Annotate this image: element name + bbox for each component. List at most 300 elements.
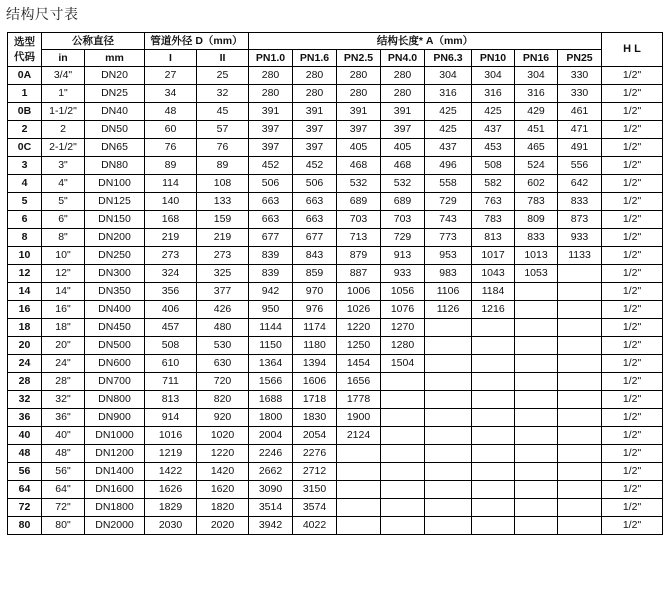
cell-pn160 — [515, 319, 558, 337]
cell-pn10: 2004 — [249, 427, 293, 445]
cell-code: 16 — [8, 301, 42, 319]
cell-pn25 — [337, 445, 381, 463]
cell-pn16: 663 — [293, 193, 337, 211]
cell-pn40 — [381, 517, 425, 535]
cell-pn40: 468 — [381, 157, 425, 175]
table-row — [8, 157, 663, 175]
table-row — [8, 103, 663, 121]
cell-pn160: 524 — [515, 157, 558, 175]
cell-nominal-in: 64" — [42, 481, 85, 499]
cell-code: 4 — [8, 175, 42, 193]
cell-pn160 — [515, 409, 558, 427]
cell-pn25: 405 — [337, 139, 381, 157]
cell-od-ii: 1020 — [197, 427, 249, 445]
cell-od-i: 1422 — [145, 463, 197, 481]
cell-pn63: 558 — [425, 175, 472, 193]
cell-pn40: 280 — [381, 67, 425, 85]
cell-hl: 1/2" — [602, 463, 663, 481]
cell-code: 48 — [8, 445, 42, 463]
cell-pn40: 689 — [381, 193, 425, 211]
cell-hl: 1/2" — [602, 355, 663, 373]
cell-pn250 — [558, 499, 602, 517]
cell-pn100 — [472, 517, 515, 535]
cell-pn16: 663 — [293, 211, 337, 229]
cell-pn160 — [515, 337, 558, 355]
cell-od-i: 406 — [145, 301, 197, 319]
cell-pn100: 425 — [472, 103, 515, 121]
cell-pn250 — [558, 301, 602, 319]
cell-pn10: 1566 — [249, 373, 293, 391]
cell-hl: 1/2" — [602, 499, 663, 517]
cell-od-ii: 630 — [197, 355, 249, 373]
cell-code: 3 — [8, 157, 42, 175]
cell-pn160: 1053 — [515, 265, 558, 283]
table-row — [8, 301, 663, 319]
cell-pn16: 506 — [293, 175, 337, 193]
cell-code: 40 — [8, 427, 42, 445]
cell-pn16: 859 — [293, 265, 337, 283]
cell-pn100: 1216 — [472, 301, 515, 319]
cell-nominal-mm: DN50 — [85, 121, 145, 139]
cell-pn250: 933 — [558, 229, 602, 247]
header-nominal-in: in — [42, 50, 85, 67]
cell-pn250: 330 — [558, 67, 602, 85]
cell-od-i: 1626 — [145, 481, 197, 499]
cell-pn100 — [472, 355, 515, 373]
table-row — [8, 427, 663, 445]
cell-pn16: 1830 — [293, 409, 337, 427]
cell-od-i: 1016 — [145, 427, 197, 445]
cell-od-i: 1219 — [145, 445, 197, 463]
cell-nominal-mm: DN2000 — [85, 517, 145, 535]
cell-nominal-mm: DN40 — [85, 103, 145, 121]
cell-pn16: 391 — [293, 103, 337, 121]
cell-pn250 — [558, 391, 602, 409]
cell-pn160: 465 — [515, 139, 558, 157]
cell-pn16: 3574 — [293, 499, 337, 517]
header-nominal: 公称直径 — [42, 33, 145, 50]
cell-hl: 1/2" — [602, 175, 663, 193]
cell-pn250 — [558, 409, 602, 427]
cell-pn250: 833 — [558, 193, 602, 211]
table-row — [8, 355, 663, 373]
cell-pn63 — [425, 409, 472, 427]
cell-od-ii: 377 — [197, 283, 249, 301]
cell-pn100: 763 — [472, 193, 515, 211]
cell-pn25: 532 — [337, 175, 381, 193]
header-nominal-mm: mm — [85, 50, 145, 67]
cell-nominal-mm: DN900 — [85, 409, 145, 427]
cell-hl: 1/2" — [602, 193, 663, 211]
cell-pn40: 1280 — [381, 337, 425, 355]
cell-pn25: 1220 — [337, 319, 381, 337]
table-row — [8, 445, 663, 463]
cell-hl: 1/2" — [602, 445, 663, 463]
cell-code: 32 — [8, 391, 42, 409]
cell-code: 72 — [8, 499, 42, 517]
cell-nominal-in: 2 — [42, 121, 85, 139]
cell-pn250 — [558, 463, 602, 481]
cell-pn16: 1180 — [293, 337, 337, 355]
cell-od-i: 140 — [145, 193, 197, 211]
cell-nominal-mm: DN100 — [85, 175, 145, 193]
cell-hl: 1/2" — [602, 337, 663, 355]
header-pn: PN25 — [558, 50, 602, 67]
cell-pn25 — [337, 463, 381, 481]
cell-od-ii: 25 — [197, 67, 249, 85]
header-pn: PN4.0 — [381, 50, 425, 67]
cell-hl: 1/2" — [602, 229, 663, 247]
cell-pn160 — [515, 499, 558, 517]
cell-od-i: 168 — [145, 211, 197, 229]
cell-pn63: 496 — [425, 157, 472, 175]
cell-pn160: 451 — [515, 121, 558, 139]
cell-pn63 — [425, 517, 472, 535]
cell-pn100 — [472, 427, 515, 445]
cell-pn10: 280 — [249, 85, 293, 103]
cell-od-ii: 530 — [197, 337, 249, 355]
cell-pn25 — [337, 517, 381, 535]
cell-pn160: 1013 — [515, 247, 558, 265]
table-row — [8, 85, 663, 103]
cell-pn16: 397 — [293, 121, 337, 139]
cell-code: 80 — [8, 517, 42, 535]
cell-pn250: 556 — [558, 157, 602, 175]
cell-pn100: 1043 — [472, 265, 515, 283]
cell-pn40 — [381, 391, 425, 409]
table-row — [8, 373, 663, 391]
table-row — [8, 481, 663, 499]
cell-pn10: 2246 — [249, 445, 293, 463]
cell-od-ii: 133 — [197, 193, 249, 211]
cell-pn40: 1056 — [381, 283, 425, 301]
cell-pn63: 316 — [425, 85, 472, 103]
cell-pn10: 1364 — [249, 355, 293, 373]
cell-nominal-in: 4" — [42, 175, 85, 193]
cell-code: 8 — [8, 229, 42, 247]
cell-pn160 — [515, 373, 558, 391]
header-hl: H L — [602, 33, 663, 67]
cell-pn100 — [472, 391, 515, 409]
cell-pn100: 1017 — [472, 247, 515, 265]
cell-od-ii: 920 — [197, 409, 249, 427]
table-row — [8, 193, 663, 211]
cell-nominal-mm: DN250 — [85, 247, 145, 265]
cell-nominal-in: 10" — [42, 247, 85, 265]
cell-pn25: 280 — [337, 67, 381, 85]
cell-hl: 1/2" — [602, 409, 663, 427]
cell-nominal-in: 8" — [42, 229, 85, 247]
cell-pn25: 468 — [337, 157, 381, 175]
header-pipe-ii: II — [197, 50, 249, 67]
cell-pn16: 1606 — [293, 373, 337, 391]
cell-code: 0B — [8, 103, 42, 121]
cell-hl: 1/2" — [602, 121, 663, 139]
cell-od-ii: 219 — [197, 229, 249, 247]
header-pn: PN16 — [515, 50, 558, 67]
cell-pn25: 1026 — [337, 301, 381, 319]
cell-nominal-mm: DN80 — [85, 157, 145, 175]
cell-od-i: 356 — [145, 283, 197, 301]
cell-pn100 — [472, 499, 515, 517]
cell-nominal-mm: DN400 — [85, 301, 145, 319]
cell-hl: 1/2" — [602, 427, 663, 445]
table-row — [8, 265, 663, 283]
cell-od-i: 34 — [145, 85, 197, 103]
cell-code: 20 — [8, 337, 42, 355]
cell-pn40: 405 — [381, 139, 425, 157]
cell-pn25: 879 — [337, 247, 381, 265]
header-pipe-i: I — [145, 50, 197, 67]
cell-od-ii: 2020 — [197, 517, 249, 535]
cell-pn10: 1144 — [249, 319, 293, 337]
cell-hl: 1/2" — [602, 247, 663, 265]
cell-nominal-in: 3" — [42, 157, 85, 175]
cell-pn250 — [558, 373, 602, 391]
cell-pn25: 391 — [337, 103, 381, 121]
cell-pn16: 2712 — [293, 463, 337, 481]
cell-pn40: 913 — [381, 247, 425, 265]
cell-pn40 — [381, 427, 425, 445]
cell-nominal-mm: DN1800 — [85, 499, 145, 517]
cell-od-ii: 89 — [197, 157, 249, 175]
cell-pn16: 1174 — [293, 319, 337, 337]
cell-pn40: 532 — [381, 175, 425, 193]
header-pn: PN10 — [472, 50, 515, 67]
cell-nominal-in: 56" — [42, 463, 85, 481]
cell-nominal-in: 32" — [42, 391, 85, 409]
cell-od-ii: 1420 — [197, 463, 249, 481]
header-pn: PN1.6 — [293, 50, 337, 67]
cell-pn40: 391 — [381, 103, 425, 121]
cell-hl: 1/2" — [602, 139, 663, 157]
cell-od-i: 711 — [145, 373, 197, 391]
cell-pn10: 942 — [249, 283, 293, 301]
cell-hl: 1/2" — [602, 67, 663, 85]
cell-pn250: 491 — [558, 139, 602, 157]
cell-code: 64 — [8, 481, 42, 499]
cell-pn25: 1454 — [337, 355, 381, 373]
cell-nominal-mm: DN200 — [85, 229, 145, 247]
cell-pn250: 471 — [558, 121, 602, 139]
cell-code: 36 — [8, 409, 42, 427]
cell-pn250 — [558, 517, 602, 535]
cell-pn25: 1778 — [337, 391, 381, 409]
cell-pn25: 1656 — [337, 373, 381, 391]
cell-nominal-mm: DN150 — [85, 211, 145, 229]
cell-nominal-in: 18" — [42, 319, 85, 337]
cell-code: 5 — [8, 193, 42, 211]
cell-code: 14 — [8, 283, 42, 301]
cell-nominal-mm: DN350 — [85, 283, 145, 301]
table-row — [8, 139, 663, 157]
cell-pn10: 950 — [249, 301, 293, 319]
cell-hl: 1/2" — [602, 211, 663, 229]
cell-nominal-in: 72" — [42, 499, 85, 517]
cell-pn100: 437 — [472, 121, 515, 139]
cell-od-ii: 159 — [197, 211, 249, 229]
cell-pn63: 773 — [425, 229, 472, 247]
table-row — [8, 247, 663, 265]
cell-od-i: 273 — [145, 247, 197, 265]
cell-pn160 — [515, 463, 558, 481]
cell-pn10: 506 — [249, 175, 293, 193]
table-row — [8, 391, 663, 409]
header-code — [8, 33, 42, 67]
cell-pn63: 437 — [425, 139, 472, 157]
cell-pn10: 391 — [249, 103, 293, 121]
cell-pn63 — [425, 499, 472, 517]
cell-nominal-mm: DN1200 — [85, 445, 145, 463]
cell-pn16: 1718 — [293, 391, 337, 409]
cell-od-i: 508 — [145, 337, 197, 355]
cell-pn63 — [425, 391, 472, 409]
cell-pn40: 933 — [381, 265, 425, 283]
cell-od-i: 114 — [145, 175, 197, 193]
cell-hl: 1/2" — [602, 481, 663, 499]
cell-pn100: 813 — [472, 229, 515, 247]
cell-od-i: 813 — [145, 391, 197, 409]
table-row — [8, 175, 663, 193]
table-row — [8, 517, 663, 535]
cell-pn160: 783 — [515, 193, 558, 211]
cell-pn63: 304 — [425, 67, 472, 85]
cell-pn40: 1270 — [381, 319, 425, 337]
cell-pn100: 582 — [472, 175, 515, 193]
cell-od-i: 457 — [145, 319, 197, 337]
cell-pn250 — [558, 445, 602, 463]
cell-od-ii: 480 — [197, 319, 249, 337]
cell-od-i: 89 — [145, 157, 197, 175]
cell-nominal-mm: DN1400 — [85, 463, 145, 481]
cell-od-i: 48 — [145, 103, 197, 121]
table-row — [8, 337, 663, 355]
cell-pn16: 976 — [293, 301, 337, 319]
cell-pn25: 887 — [337, 265, 381, 283]
cell-pn63 — [425, 373, 472, 391]
header-pn: PN1.0 — [249, 50, 293, 67]
cell-hl: 1/2" — [602, 319, 663, 337]
cell-od-i: 914 — [145, 409, 197, 427]
cell-pn10: 677 — [249, 229, 293, 247]
cell-pn25: 1250 — [337, 337, 381, 355]
cell-pn63 — [425, 337, 472, 355]
cell-pn10: 397 — [249, 139, 293, 157]
cell-nominal-mm: DN20 — [85, 67, 145, 85]
cell-pn100: 453 — [472, 139, 515, 157]
cell-code: 24 — [8, 355, 42, 373]
cell-pn16: 677 — [293, 229, 337, 247]
cell-nominal-in: 48" — [42, 445, 85, 463]
cell-od-i: 2030 — [145, 517, 197, 535]
cell-pn63 — [425, 463, 472, 481]
cell-nominal-in: 2-1/2" — [42, 139, 85, 157]
cell-pn250: 461 — [558, 103, 602, 121]
cell-nominal-in: 28" — [42, 373, 85, 391]
cell-pn16: 452 — [293, 157, 337, 175]
cell-pn63: 425 — [425, 121, 472, 139]
cell-code: 1 — [8, 85, 42, 103]
cell-od-i: 219 — [145, 229, 197, 247]
header-row-sub — [8, 50, 663, 67]
cell-pn63: 743 — [425, 211, 472, 229]
cell-code: 2 — [8, 121, 42, 139]
cell-pn160 — [515, 283, 558, 301]
cell-pn10: 3942 — [249, 517, 293, 535]
cell-code: 0A — [8, 67, 42, 85]
cell-code: 28 — [8, 373, 42, 391]
cell-pn10: 397 — [249, 121, 293, 139]
cell-pn16: 2276 — [293, 445, 337, 463]
cell-nominal-mm: DN65 — [85, 139, 145, 157]
cell-hl: 1/2" — [602, 85, 663, 103]
cell-nominal-mm: DN125 — [85, 193, 145, 211]
cell-pn160 — [515, 481, 558, 499]
cell-pn250: 1133 — [558, 247, 602, 265]
cell-pn160: 304 — [515, 67, 558, 85]
cell-pn16: 2054 — [293, 427, 337, 445]
cell-pn40: 1504 — [381, 355, 425, 373]
cell-od-ii: 32 — [197, 85, 249, 103]
cell-pn16: 280 — [293, 85, 337, 103]
cell-pn10: 663 — [249, 193, 293, 211]
cell-pn100: 783 — [472, 211, 515, 229]
cell-pn10: 839 — [249, 247, 293, 265]
cell-pn160: 316 — [515, 85, 558, 103]
cell-pn63: 953 — [425, 247, 472, 265]
cell-pn40 — [381, 481, 425, 499]
cell-pn63 — [425, 481, 472, 499]
cell-pn160 — [515, 445, 558, 463]
cell-od-ii: 720 — [197, 373, 249, 391]
cell-pn160: 429 — [515, 103, 558, 121]
cell-od-i: 610 — [145, 355, 197, 373]
cell-pn40 — [381, 409, 425, 427]
cell-pn40 — [381, 445, 425, 463]
cell-pn160 — [515, 355, 558, 373]
cell-pn100 — [472, 445, 515, 463]
cell-pn160 — [515, 301, 558, 319]
cell-pn100 — [472, 481, 515, 499]
table-body — [8, 67, 663, 535]
cell-od-i: 27 — [145, 67, 197, 85]
cell-pn250: 330 — [558, 85, 602, 103]
cell-code: 6 — [8, 211, 42, 229]
cell-nominal-in: 5" — [42, 193, 85, 211]
cell-pn25: 703 — [337, 211, 381, 229]
cell-od-ii: 325 — [197, 265, 249, 283]
cell-hl: 1/2" — [602, 373, 663, 391]
cell-od-ii: 1820 — [197, 499, 249, 517]
cell-nominal-in: 3/4" — [42, 67, 85, 85]
cell-nominal-in: 16" — [42, 301, 85, 319]
cell-pn16: 397 — [293, 139, 337, 157]
cell-nominal-mm: DN600 — [85, 355, 145, 373]
cell-od-ii: 820 — [197, 391, 249, 409]
cell-pn160 — [515, 427, 558, 445]
table-row — [8, 409, 663, 427]
cell-od-ii: 108 — [197, 175, 249, 193]
cell-nominal-mm: DN450 — [85, 319, 145, 337]
cell-pn250: 642 — [558, 175, 602, 193]
cell-pn160: 809 — [515, 211, 558, 229]
dimension-table — [7, 32, 663, 535]
cell-pn63: 1106 — [425, 283, 472, 301]
cell-pn25: 1900 — [337, 409, 381, 427]
cell-nominal-in: 24" — [42, 355, 85, 373]
cell-pn40 — [381, 373, 425, 391]
cell-pn63 — [425, 319, 472, 337]
